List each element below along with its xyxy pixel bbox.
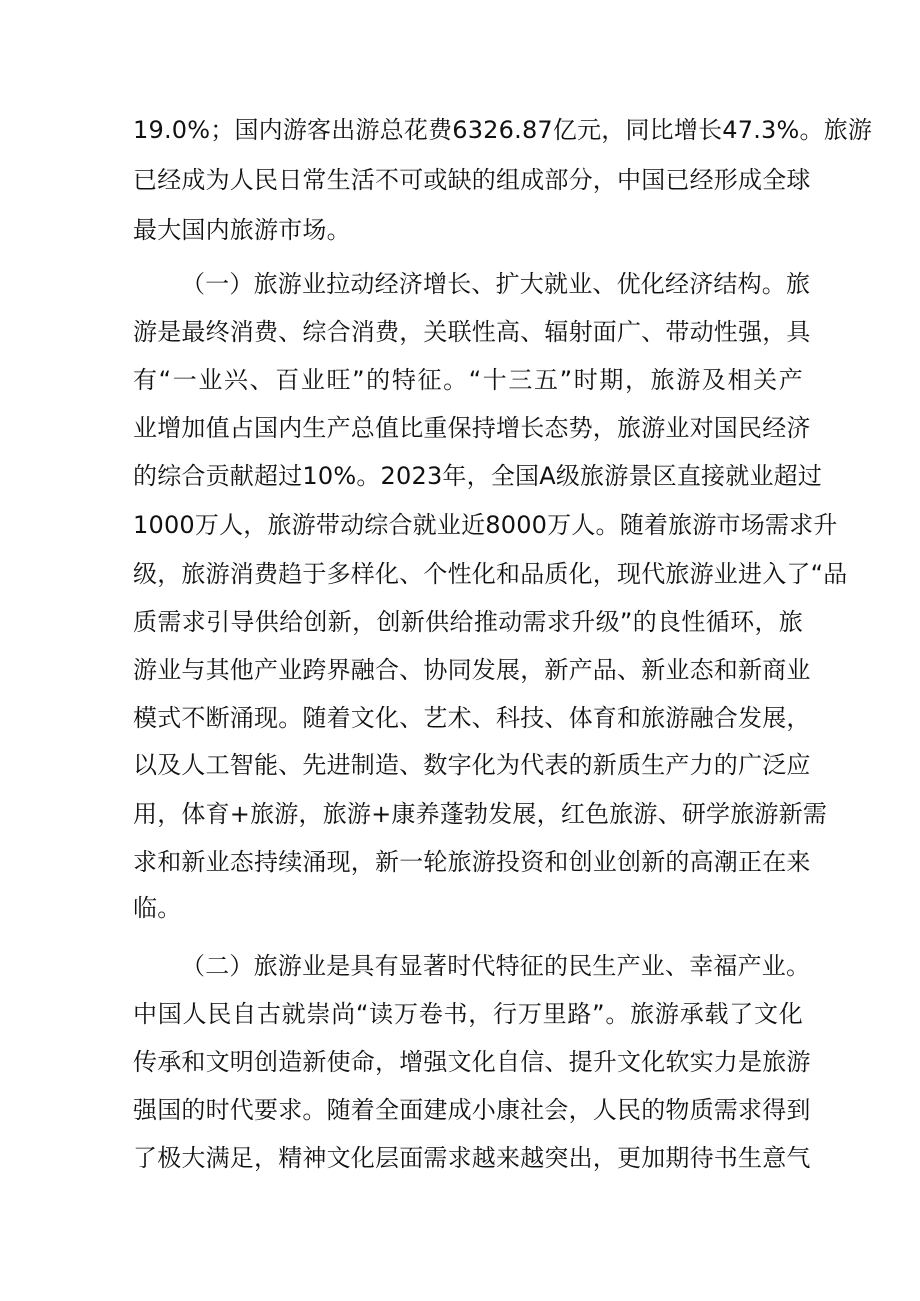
text-line: 游业与其他产业跨界融合、协同发展，新产品、新业态和新商业	[133, 656, 811, 684]
text-line: （一）旅游业拉动经济增长、扩大就业、优化经济结构。旅	[181, 270, 811, 298]
text-line: 游是最终消费、综合消费，关联性高、辐射面广、带动性强，具	[133, 318, 811, 346]
text-line: 有“一业兴、百业旺”的特征。“十三五”时期，旅游及相关产	[133, 366, 803, 394]
text-line: 用，体育+旅游，旅游+康养蓬勃发展，红色旅游、研学旅游新需	[133, 800, 828, 828]
text-line: 的综合贡献超过10%。2023年，全国A级旅游景区直接就业超过	[133, 462, 823, 490]
text-line: 中国人民自古就崇尚“读万卷书，行万里路”。旅游承载了文化	[133, 1000, 803, 1028]
text-line: 业增加值占国内生产总值比重保持增长态势，旅游业对国民经济	[133, 414, 811, 442]
text-line: 求和新业态持续涌现，新一轮旅游投资和创业创新的高潮正在来	[133, 848, 811, 876]
text-line: 强国的时代要求。随着全面建成小康社会，人民的物质需求得到	[133, 1096, 811, 1124]
text-line: 质需求引导供给创新，创新供给推动需求升级”的良性循环，旅	[133, 608, 803, 636]
text-line: 临。	[133, 894, 182, 922]
text-line: 了极大满足，精神文化层面需求越来越突出，更加期待书生意气	[133, 1144, 811, 1172]
text-line: 1000万人，旅游带动综合就业近8000万人。随着旅游市场需求升	[133, 511, 838, 539]
text-line: 传承和文明创造新使命，增强文化自信、提升文化软实力是旅游	[133, 1048, 811, 1076]
text-line: 模式不断涌现。随着文化、艺术、科技、体育和旅游融合发展，	[133, 704, 811, 732]
text-line: 级，旅游消费趋于多样化、个性化和品质化，现代旅游业进入了“品	[133, 560, 848, 588]
text-line: 以及人工智能、先进制造、数字化为代表的新质生产力的广泛应	[133, 751, 811, 779]
text-line: 已经成为人民日常生活不可或缺的组成部分，中国已经形成全球	[133, 166, 811, 194]
text-line: 19.0%；国内游客出游总花费6326.87亿元，同比增长47.3%。旅游	[133, 116, 873, 144]
text-line: （二）旅游业是具有显著时代特征的民生产业、幸福产业。	[181, 952, 811, 980]
text-line: 最大国内旅游市场。	[133, 216, 351, 244]
